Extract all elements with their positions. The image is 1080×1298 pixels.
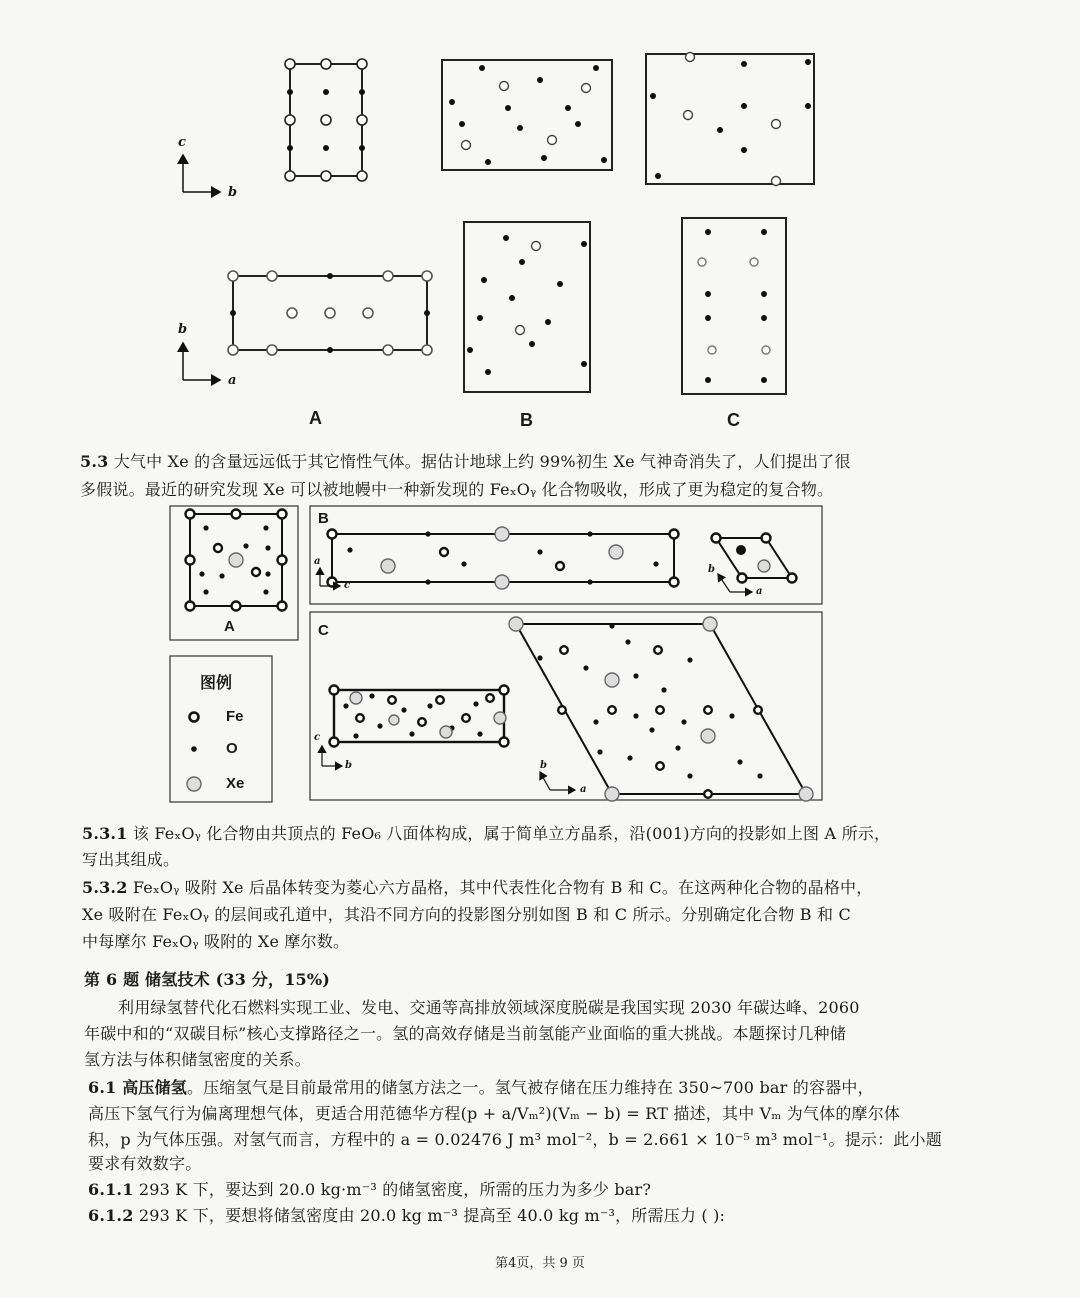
q53-number: 5.3 bbox=[80, 452, 109, 471]
q61-line4: 要求有效数字。 bbox=[88, 1154, 202, 1173]
q531-text1: 该 FeₓOᵧ 化合物由共顶点的 FeO₆ 八面体构成，属于简单立方晶系，沿(001)方向的投影如上图 A 所示， bbox=[132, 824, 891, 843]
q532-line2: Xe 吸附在 FeₓOᵧ 的层间或孔道中，其沿不同方向的投影图分别如图 B 和 C 所示。分别确定化合物 B 和 C bbox=[82, 905, 851, 924]
q532-number: 5.3.2 bbox=[82, 878, 128, 897]
q61-line3: 积，p 为气体压强。对氢气而言，方程中的 a = 0.02476 J m³ mol⁻²，b = 2.661 × 10⁻⁵ m³ mol⁻¹。提示：此小题 bbox=[88, 1130, 942, 1149]
page-footer: 第4页，共 9 页 bbox=[495, 1256, 585, 1271]
q61-line1 bbox=[88, 1076, 874, 1100]
mid-b2-axis-a: a bbox=[756, 586, 763, 597]
legend-fe: Fe bbox=[226, 708, 244, 725]
q53-line1 bbox=[80, 450, 851, 474]
q611-number: 6.1.1 bbox=[88, 1180, 134, 1199]
q612 bbox=[88, 1204, 725, 1228]
figure-top-drawing bbox=[0, 0, 1080, 440]
mid-c2-axis-b: b bbox=[540, 760, 547, 771]
mid-b-axis-a: a bbox=[314, 556, 321, 567]
q532-line1 bbox=[82, 876, 872, 900]
q532-text1: FeₓOᵧ 吸附 Xe 后晶体转变为菱心六方晶格，其中代表性化合物有 B 和 C。在这两种化合物的晶格中， bbox=[132, 878, 873, 897]
q531-line2: 写出其组成。 bbox=[82, 850, 180, 869]
q611 bbox=[88, 1178, 651, 1202]
q612-text: 293 K 下，要想将储氢密度由 20.0 kg m⁻³ 提高至 40.0 kg m⁻³，所需压力 ( ): bbox=[138, 1206, 726, 1225]
q6-heading: 第 6 题 储氢技术 (33 分，15%) bbox=[84, 970, 331, 989]
q53-line2: 多假说。最近的研究发现 Xe 可以被地幔中一种新发现的 FeₓOᵧ 化合物吸收，形成了更为稳定的复合物。 bbox=[80, 480, 834, 499]
mid-b2-axis-b: b bbox=[708, 564, 715, 575]
figure-label-a: A bbox=[309, 408, 322, 428]
q61-heading: 6.1 高压储氢 bbox=[88, 1078, 188, 1097]
mid-b-axis-c: c bbox=[344, 580, 351, 591]
q612-number: 6.1.2 bbox=[88, 1206, 134, 1225]
q611-text: 293 K 下，要达到 20.0 kg·m⁻³ 的储氢密度，所需的压力为多少 bar? bbox=[138, 1180, 652, 1199]
mid-label-a: A bbox=[224, 618, 235, 635]
axis-label-c: c bbox=[178, 135, 186, 150]
q61-text1: 。压缩氢气是目前最常用的储氢方法之一。氢气被存储在压力维持在 350~700 bar 的容器中， bbox=[187, 1078, 874, 1097]
q6-para-line3: 氢方法与体积储氢密度的关系。 bbox=[84, 1050, 311, 1069]
q61-line2: 高压下氢气行为偏离理想气体，更适合用范德华方程(p + a/Vₘ²)(Vₘ − b) = RT 描述，其中 Vₘ 为气体的摩尔体 bbox=[88, 1104, 901, 1123]
figure-label-b: B bbox=[520, 410, 533, 430]
mid-c-axis-b: b bbox=[345, 760, 352, 771]
q6-para-line2: 年碳中和的“双碳目标”核心支撑路径之一。氢的高效存储是当前氢能产业面临的重大挑战。本题探讨几种储 bbox=[84, 1024, 846, 1043]
q6-para-line1: 利用绿氢替代化石燃料实现工业、发电、交通等高排放领域深度脱碳是我国实现 2030 年碳达峰、2060 bbox=[118, 998, 860, 1017]
legend-o: O bbox=[226, 740, 238, 757]
q531-number: 5.3.1 bbox=[82, 824, 128, 843]
q532-line3: 中每摩尔 FeₓOᵧ 吸附的 Xe 摩尔数。 bbox=[82, 932, 350, 951]
mid-label-c: C bbox=[318, 622, 329, 639]
legend-xe: Xe bbox=[226, 775, 245, 792]
axis-label-b2: b bbox=[178, 322, 188, 337]
mid-c-axis-c: c bbox=[314, 732, 321, 743]
q53-text1: 大气中 Xe 的含量远远低于其它惰性气体。据估计地球上约 99%初生 Xe 气神奇消失了，人们提出了很 bbox=[113, 452, 851, 471]
axis-label-a: a bbox=[228, 373, 237, 388]
figure-top bbox=[0, 0, 1080, 440]
legend-title: 图例 bbox=[200, 673, 233, 692]
figure-label-c: C bbox=[727, 410, 740, 430]
q531-line1 bbox=[82, 822, 890, 846]
axis-label-b: b bbox=[228, 185, 238, 200]
mid-c2-axis-a: a bbox=[580, 784, 587, 795]
figure-mid bbox=[0, 500, 1080, 810]
legend bbox=[170, 656, 272, 802]
mid-label-b: B bbox=[318, 510, 329, 527]
